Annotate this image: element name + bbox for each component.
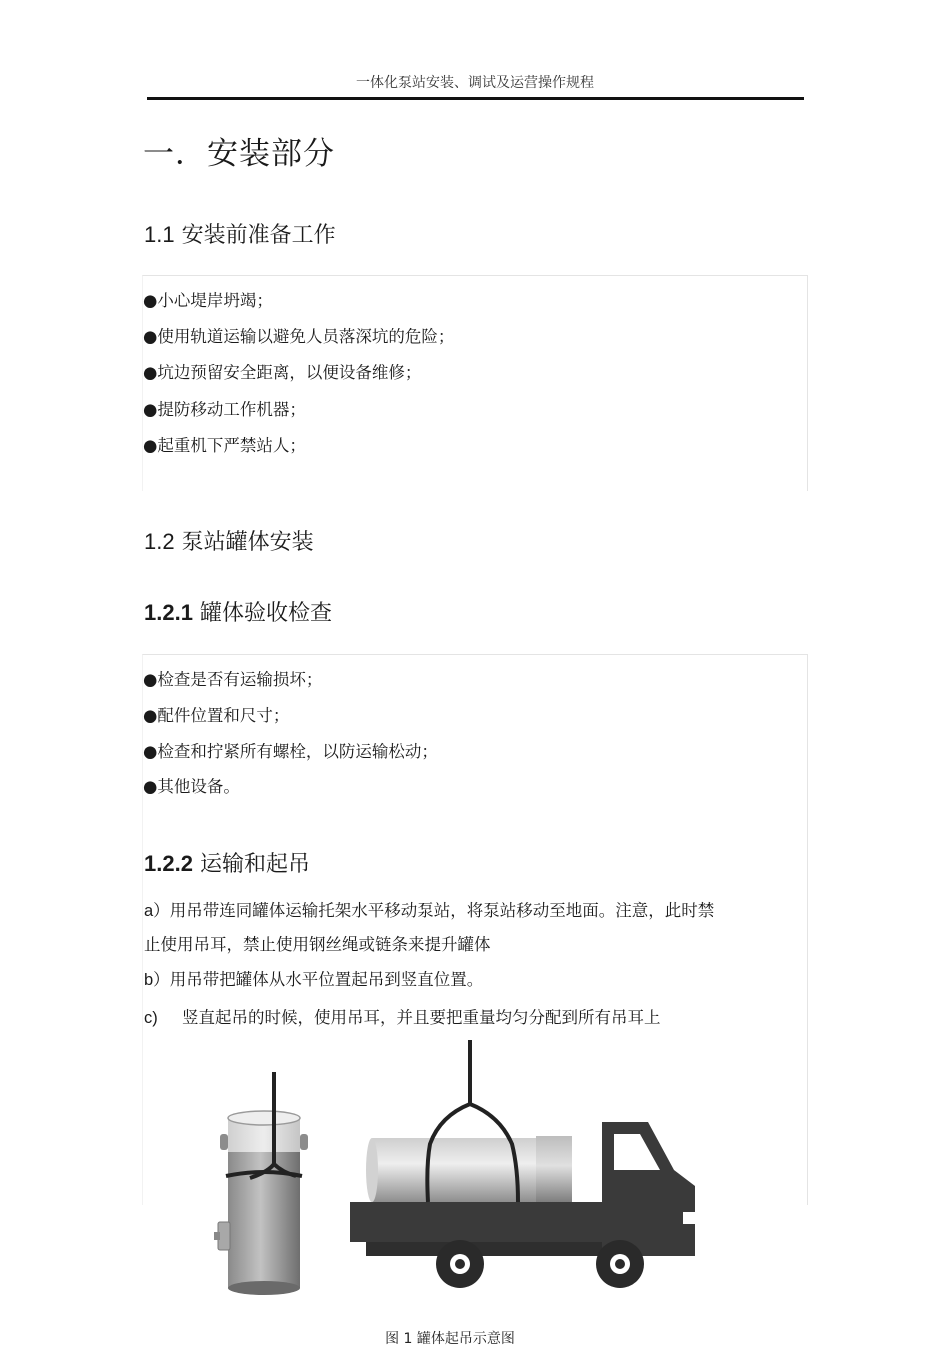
heading-1-2-title: 泵站罐体安装 xyxy=(181,530,314,555)
prep-item: ●起重机下严禁站人； xyxy=(143,436,306,455)
prep-item: ●小心堤岸坍竭； xyxy=(143,291,273,310)
inspection-item: ●配件位置和尺寸； xyxy=(143,706,290,725)
heading-1-2-number: 1.2 xyxy=(144,529,175,554)
inspection-item: ●其他设备。 xyxy=(143,777,240,796)
paragraph-b xyxy=(144,966,483,990)
paragraph-b-text: 用吊带把罐体从水平位置起吊到竖直位置。 xyxy=(169,970,484,989)
paragraph-a-marker: a） xyxy=(144,902,170,920)
vertical-tank-illustration xyxy=(214,1072,308,1295)
heading-1-2 xyxy=(144,525,314,556)
paragraph-c-text: 竖直起吊的时候，使用吊耳，并且要把重量均匀分配到所有吊耳上 xyxy=(182,1008,661,1027)
prep-item: ●使用轨道运输以避免人员落深坑的危险； xyxy=(143,327,455,346)
heading-1-2-2-number: 1.2.2 xyxy=(144,851,193,876)
inspection-item: ●检查和拧紧所有螺栓，以防运输松动； xyxy=(143,742,438,761)
paragraph-c xyxy=(144,1004,661,1028)
paragraph-b-marker: b） xyxy=(144,971,170,989)
heading-1-1-title: 安装前准备工作 xyxy=(181,223,336,248)
paragraph-a-line1: 用吊带连同罐体运输托架水平移动泵站，将泵站移动至地面。注意，此时禁 xyxy=(169,901,715,920)
figure-caption: 图 1 罐体起吊示意图 xyxy=(385,1331,515,1347)
running-header: 一体化泵站安装、调试及运营操作规程 xyxy=(356,75,594,91)
paragraph-c-marker: c) xyxy=(144,1009,158,1027)
inspection-item: ●检查是否有运输损坏； xyxy=(143,670,323,689)
prep-item: ●坑边预留安全距离，以便设备维修； xyxy=(143,363,422,382)
section-title: 一．安装部分 xyxy=(143,136,335,172)
heading-1-2-1 xyxy=(144,596,332,627)
heading-1-2-2 xyxy=(144,847,310,878)
heading-1-1-number: 1.1 xyxy=(144,222,175,247)
paragraph-a-cont: 止使用吊耳，禁止使用钢丝绳或链条来提升罐体 xyxy=(144,935,491,954)
header-rule xyxy=(147,97,804,100)
heading-1-2-2-title: 运输和起吊 xyxy=(199,852,310,877)
horizontal-tank-illustration xyxy=(366,1040,572,1202)
prep-item: ●提防移动工作机器； xyxy=(143,400,306,419)
paragraph-a xyxy=(144,897,714,921)
lifting-diagram xyxy=(190,1036,710,1306)
heading-1-1 xyxy=(144,218,336,249)
heading-1-2-1-title: 罐体验收检查 xyxy=(199,601,332,626)
heading-1-2-1-number: 1.2.1 xyxy=(144,600,193,625)
